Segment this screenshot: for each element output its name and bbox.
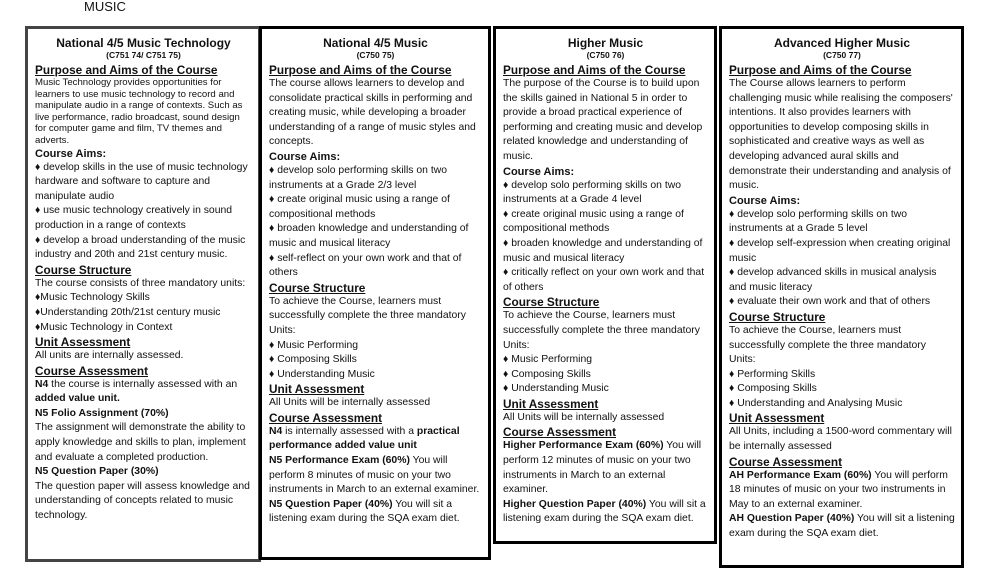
course-column-national-music <box>259 26 491 560</box>
structure-intro: To achieve the Course, learners must successfully complete the three mandatory Units: <box>729 324 926 366</box>
question-paper-heading: N5 Question Paper (30%) <box>35 466 159 478</box>
course-code: (C750 75) <box>356 50 395 60</box>
exam-text: You will perform 18 minutes of music on your two instruments in May to an external examiner. <box>729 469 948 510</box>
course-assessment-heading: Course Assessment <box>729 454 842 469</box>
unit-item: ♦ Understanding and Analysing Music <box>729 397 903 409</box>
course-assessment-heading: Course Assessment <box>269 410 382 425</box>
aims-heading: Course Aims: <box>35 147 107 160</box>
course-code: (C751 74/ C751 75) <box>106 50 181 60</box>
exam-text: You will perform 12 minutes of music on your two instruments in March to an external examiner. <box>503 440 702 496</box>
unit-item: ♦ Music Performing <box>503 354 593 366</box>
aim-item: ♦ create original music using a range of compositional methods <box>503 208 684 235</box>
unit-item: ♦Understanding 20th/21st century music <box>35 306 221 318</box>
n4-label: N4 <box>35 378 49 390</box>
aim-item: ♦ develop advanced skills in musical analysis and music literacy <box>729 267 937 293</box>
aim-item: ♦ evaluate their own work and that of others <box>729 296 931 308</box>
aims-heading: Course Aims: <box>503 165 575 178</box>
folio-text: The assignment will demonstrate the ability to apply knowledge and skills to plan, implement and evaluate a completed production. <box>35 422 246 463</box>
folio-heading: N5 Folio Assignment (70%) <box>35 407 169 419</box>
unit-item: ♦ Performing Skills <box>729 368 816 380</box>
exam-label: Higher Performance Exam (60%) <box>503 440 664 452</box>
aims-heading: Course Aims: <box>729 194 801 207</box>
aim-item: ♦ develop self-expression when creating original music <box>729 237 951 264</box>
performance-exam <box>503 439 708 497</box>
aim-item: ♦ use music technology creatively in sound production in a range of contexts <box>35 205 233 231</box>
aim-item: ♦ critically reflect on your own work and that of others <box>503 267 705 293</box>
performance-exam <box>269 454 482 498</box>
question-paper-label: Higher Question Paper (40%) <box>503 498 647 510</box>
unit-assessment-heading: Unit Assessment <box>35 335 131 350</box>
structure-intro: To achieve the Course, learners must successfully complete the three mandatory Units: <box>503 310 700 351</box>
course-title: National 4/5 Music <box>323 36 428 50</box>
aim-item: ♦ create original music using a range of compositional methods <box>269 194 450 220</box>
course-assessment-heading: Course Assessment <box>503 425 616 440</box>
course-assessment-heading: Course Assessment <box>35 363 148 378</box>
course-column-music-technology <box>25 26 261 562</box>
purpose-text: The purpose of the Course is to build upon the skills gained in National 5 in order to provide a broad practical experience of performing and creating music and develop related knowledge and understanding of music. <box>503 78 703 162</box>
aim-item: ♦ self-reflect on your own work and that of others <box>269 252 462 279</box>
course-code: (C750 77) <box>823 50 861 60</box>
n4-assessment <box>35 378 252 407</box>
question-paper-label: N5 Question Paper (40%) <box>269 498 393 510</box>
unit-assessment-heading: Unit Assessment <box>729 411 825 426</box>
question-paper-text: The question paper will assess knowledge and understanding of concepts related to music technology. <box>35 480 250 522</box>
unit-item: ♦ Understanding Music <box>503 383 609 395</box>
aim-item: ♦ develop solo performing skills on two instruments at a Grade 2/3 level <box>269 164 447 191</box>
question-paper-label: AH Question Paper (40%) <box>729 513 855 525</box>
performance-exam <box>729 469 955 513</box>
aim-item: ♦ broaden knowledge and understanding of music and musical literacy <box>269 223 469 249</box>
n4-bold-end: added value unit. <box>35 393 120 405</box>
structure-heading: Course Structure <box>729 309 826 324</box>
unit-item: ♦Music Technology Skills <box>35 292 150 304</box>
n4-bold-end: practical performance added value unit <box>269 425 460 452</box>
unit-item: ♦ Understanding Music <box>269 368 375 380</box>
unit-item: ♦ Composing Skills <box>503 368 591 380</box>
unit-assessment-heading: Unit Assessment <box>269 382 365 397</box>
question-paper-text: You will sit a listening exam during the SQA exam diet. <box>729 513 955 540</box>
unit-item: ♦ Composing Skills <box>269 354 357 366</box>
course-code: (C750 76) <box>586 50 625 60</box>
aim-item: ♦ broaden knowledge and understanding of music and musical literacy <box>503 237 703 264</box>
course-title: Advanced Higher Music <box>773 36 911 50</box>
unit-assessment-text: All Units will be internally assessed <box>503 411 665 423</box>
course-column-advanced-higher-music <box>719 26 964 568</box>
page-heading: MUSIC <box>84 0 126 14</box>
question-paper <box>269 498 482 527</box>
unit-assessment-text: All Units will be internally assessed <box>269 397 431 409</box>
question-paper-text: You will sit a listening exam during the SQA exam diet. <box>269 498 460 525</box>
unit-item: ♦ Composing Skills <box>729 383 817 395</box>
unit-assessment-heading: Unit Assessment <box>503 396 599 411</box>
aim-item: ♦ develop solo performing skills on two instruments at a Grade 4 level <box>503 179 681 206</box>
aim-item: ♦ develop skills in the use of music technology hardware and software to capture and manipulate audio <box>35 161 248 202</box>
purpose-text: The course allows learners to develop and consolidate practical skills in performing and creating music, while developing a broader understanding of a range of music styles and concepts. <box>269 78 476 148</box>
n4-assessment <box>269 425 482 454</box>
aim-item: ♦ develop solo performing skills on two instruments at a Grade 5 level <box>729 208 907 235</box>
n4-label: N4 <box>269 425 283 437</box>
unit-item: ♦Music Technology in Context <box>35 321 173 333</box>
unit-assessment-text: All Units, including a 1500-word commentary will be internally assessed <box>729 426 952 453</box>
exam-text: You will perform 8 minutes of music on your two instruments in March to an external examiner. <box>269 455 480 496</box>
unit-assessment-text: All units are internally assessed. <box>35 350 184 362</box>
course-title: Higher Music <box>567 36 644 50</box>
structure-heading: Course Structure <box>35 262 132 277</box>
structure-intro: To achieve the Course, learners must successfully complete the three mandatory Units: <box>269 295 466 336</box>
structure-intro: The course consists of three mandatory units: <box>35 277 246 289</box>
question-paper <box>503 498 708 527</box>
purpose-heading: Purpose and Aims of the Course <box>35 63 218 77</box>
n4-text: is internally assessed with a <box>282 425 417 437</box>
n4-text: the course is internally assessed with an <box>48 378 238 390</box>
purpose-heading: Purpose and Aims of the Course <box>269 63 452 77</box>
aim-item: ♦ develop a broad understanding of the music industry and 20th and 21st century music. <box>35 234 246 261</box>
exam-label: N5 Performance Exam (60%) <box>269 455 410 467</box>
question-paper-text: You will sit a listening exam during the SQA exam diet. <box>503 498 706 525</box>
exam-label: AH Performance Exam (60%) <box>729 469 872 481</box>
purpose-text: Music Technology provides opportunities for learners to use music technology to record and manipulate audio in a range of contexts. Such as live performance, radio broadcast, sound design for computer game and film, TV themes and adverts. <box>35 77 243 146</box>
purpose-heading: Purpose and Aims of the Course <box>729 63 912 77</box>
unit-item: ♦ Music Performing <box>269 339 359 351</box>
purpose-text: The Course allows learners to perform challenging music while realising the composers' intentions. It also provides learners with opportunities to develop composing skills in sophisticated and creative ways as well as developing advanced aural skills and demonstrate their understanding and analysis of music. <box>729 78 953 192</box>
structure-heading: Course Structure <box>503 295 600 310</box>
course-title: National 4/5 Music Technology <box>56 36 231 50</box>
aims-heading: Course Aims: <box>269 150 341 163</box>
course-column-higher-music <box>493 26 717 544</box>
purpose-heading: Purpose and Aims of the Course <box>503 63 686 77</box>
structure-heading: Course Structure <box>269 280 366 295</box>
question-paper <box>729 512 955 541</box>
